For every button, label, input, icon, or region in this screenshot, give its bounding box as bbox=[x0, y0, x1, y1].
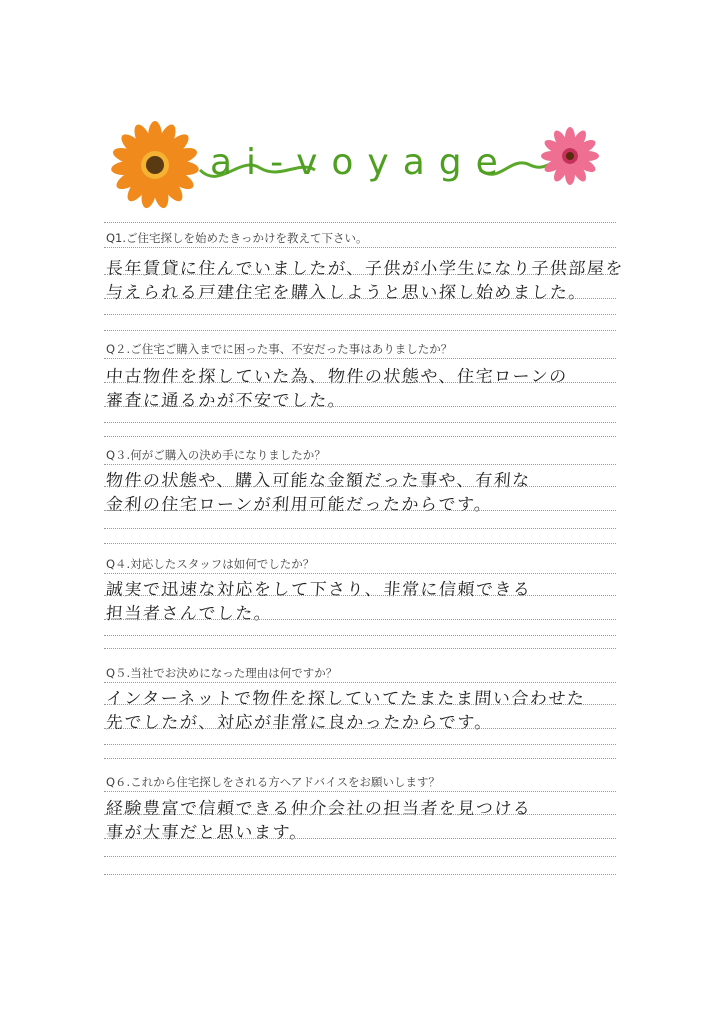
answer-6-line-2: 事が大事だと思います。 bbox=[105, 823, 309, 843]
qa-section-3 bbox=[104, 428, 616, 538]
question-2: Q２.ご住宅ご購入までに困った事、不安だった事はありましたか？ bbox=[106, 342, 453, 356]
question-4: Q４.対応したスタッフは如何でしたか？ bbox=[106, 557, 315, 571]
qa-section-5 bbox=[104, 640, 616, 750]
answer-5-line-1: インターネットで物件を探していてたまたま問い合わせた bbox=[105, 689, 587, 709]
qa-section-1 bbox=[104, 214, 625, 324]
answer-5-line-2: 先でしたが、対応が非常に良かったからです。 bbox=[105, 713, 494, 733]
answer-4-line-2: 担当者さんでした。 bbox=[105, 604, 274, 624]
answer-2-line-1: 中古物件を探していた為、物件の状態や、住宅ローンの bbox=[105, 367, 569, 387]
qa-section-2 bbox=[104, 322, 616, 432]
answer-4-line-1: 誠実で迅速な対応をして下さり、非常に信頼できる bbox=[105, 580, 533, 600]
orange-flower-icon bbox=[111, 121, 200, 209]
qa-section-6 bbox=[104, 750, 616, 880]
question-5: Q５.当社でお決めになった理由は何ですか？ bbox=[106, 666, 338, 680]
question-3: Q３.何がご購入の決め手になりましたか？ bbox=[106, 448, 326, 462]
answer-2-line-2: 審査に通るかが不安でした。 bbox=[105, 391, 348, 411]
answer-3-line-2: 金利の住宅ローンが利用可能だったからです。 bbox=[105, 495, 494, 515]
question-6: Q６.これから住宅探しをされる方へアドバイスをお願いします？ bbox=[106, 775, 441, 789]
answer-1-line-2: 与えられる戸建住宅を購入しようと思い探し始めました。 bbox=[105, 283, 588, 303]
question-1: Q1.ご住宅探しを始めたきっかけを教えて下さい。 bbox=[106, 231, 368, 245]
answer-3-line-1: 物件の状態や、購入可能な金額だった事や、有利な bbox=[105, 471, 532, 491]
answer-1-line-1: 長年賃貸に住んでいましたが、子供が小学生になり子供部屋を bbox=[105, 259, 625, 279]
answer-6-line-1: 経験豊富で信頼できる仲介会社の担当者を見つける bbox=[105, 799, 533, 819]
header-logo bbox=[100, 120, 620, 210]
pink-flower-icon bbox=[541, 127, 599, 185]
qa-section-4 bbox=[104, 535, 616, 645]
brand-logo-text: ai-voyage bbox=[210, 142, 512, 183]
